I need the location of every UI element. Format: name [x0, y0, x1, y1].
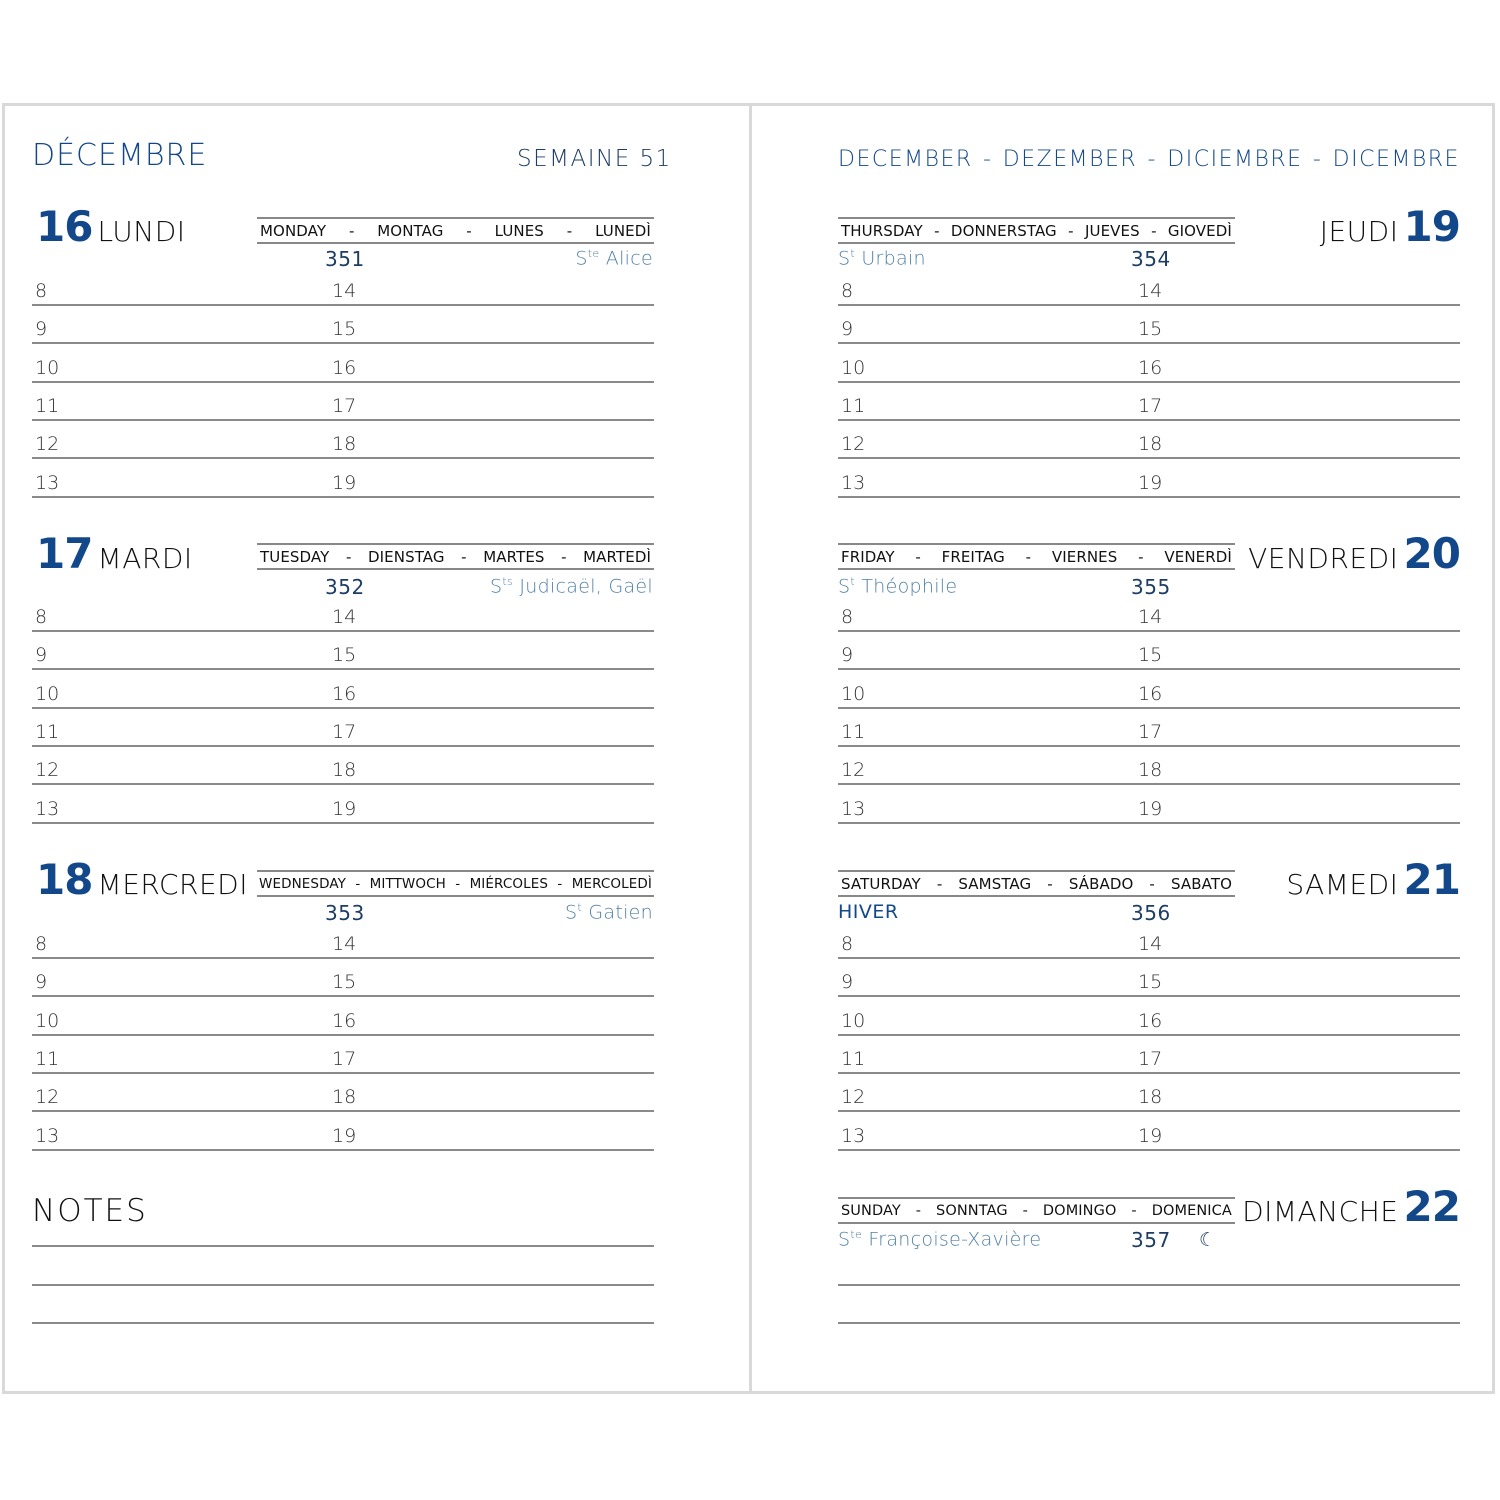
lang-es: LUNES [494, 221, 544, 240]
day-languages-bar [257, 543, 654, 570]
lang-en: SATURDAY [841, 874, 921, 893]
day-number: 18 [36, 855, 93, 904]
separator: - [1047, 874, 1053, 893]
hour-label: 12 [35, 1086, 60, 1108]
day-languages-bar [257, 870, 654, 897]
lang-de: FREITAG [941, 547, 1005, 566]
hour-label: 13 [35, 798, 60, 820]
month-en: DECEMBER [838, 147, 973, 172]
lang-en: FRIDAY [841, 547, 895, 566]
hour-label: 15 [1138, 971, 1163, 993]
hour-label: 11 [841, 721, 866, 743]
hour-label: 9 [841, 644, 854, 666]
lang-de: DIENSTAG [368, 547, 445, 566]
day-name: MERCREDI [97, 868, 248, 901]
hour-label: 18 [1138, 759, 1163, 781]
lang-it: GIOVEDÌ [1167, 221, 1232, 240]
lang-de: DONNERSTAG [950, 221, 1057, 240]
lang-es: JUEVES [1084, 221, 1140, 240]
hour-line[interactable] [838, 957, 1460, 959]
notes-title: NOTES [32, 1193, 148, 1229]
separator: - [915, 547, 921, 566]
day-languages-bar [257, 217, 654, 244]
saint-of-day: $S^{te}$ Françoise-Xavière [838, 1228, 1042, 1251]
month-title-multilang [838, 147, 1460, 172]
separator: - [1151, 221, 1157, 240]
hour-line[interactable] [32, 1110, 654, 1112]
hour-label: 8 [35, 606, 48, 628]
hour-label: 14 [332, 280, 357, 302]
hour-label: 17 [1138, 721, 1163, 743]
hour-label: 17 [332, 1048, 357, 1070]
hour-line[interactable] [32, 1072, 654, 1074]
hour-label: 16 [1138, 1010, 1163, 1032]
hour-label: 10 [841, 1010, 866, 1032]
hour-label: 15 [332, 318, 357, 340]
day-heading [1286, 855, 1460, 904]
hour-line[interactable] [838, 304, 1460, 306]
day-of-year: 356 [1131, 901, 1171, 925]
lang-en: TUESDAY [260, 547, 330, 566]
hour-label: 19 [332, 1125, 357, 1147]
hour-label: 10 [841, 357, 866, 379]
saint-of-day: $S^t$ Gatien [565, 901, 653, 924]
hour-line[interactable] [32, 1034, 654, 1036]
hour-line[interactable] [32, 995, 654, 997]
hour-label: 15 [1138, 644, 1163, 666]
sunday-line[interactable] [838, 1322, 1460, 1324]
hour-label: 14 [332, 933, 357, 955]
hour-label: 18 [1138, 1086, 1163, 1108]
hour-label: 13 [841, 1125, 866, 1147]
lang-es: MARTES [483, 547, 545, 566]
hour-label: 19 [332, 798, 357, 820]
day-number: 19 [1403, 202, 1460, 251]
separator: - [1147, 147, 1157, 172]
hour-label: 9 [841, 318, 854, 340]
hour-label: 15 [332, 971, 357, 993]
hour-label: 14 [1138, 280, 1163, 302]
hour-label: 8 [35, 933, 48, 955]
separator: - [934, 221, 940, 240]
separator: - [348, 221, 355, 240]
day-of-year: 351 [325, 247, 365, 271]
hour-line[interactable] [838, 1072, 1460, 1074]
day-of-year: 355 [1131, 575, 1171, 599]
hour-label: 9 [35, 971, 48, 993]
day-heading [1320, 202, 1460, 251]
lang-de: SAMSTAG [958, 874, 1032, 893]
separator: - [561, 547, 567, 566]
hour-label: 8 [841, 933, 854, 955]
hour-label: 12 [841, 759, 866, 781]
separator: - [1131, 1202, 1137, 1219]
separator: - [355, 875, 361, 892]
hour-line[interactable] [838, 995, 1460, 997]
day-heading [36, 202, 186, 251]
saint-of-day: $S^{te}$ Alice [575, 247, 653, 270]
hour-label: 14 [1138, 933, 1163, 955]
lang-es: VIERNES [1051, 547, 1118, 566]
day-name: DIMANCHE [1242, 1195, 1399, 1228]
week-number: SEMAINE 51 [517, 146, 672, 172]
saint-of-day: $S^t$ Théophile [838, 575, 958, 598]
hour-label: 11 [841, 1048, 866, 1070]
notes-line[interactable] [32, 1284, 654, 1286]
lang-de: MITTWOCH [369, 875, 446, 892]
hour-label: 13 [841, 472, 866, 494]
separator: - [1138, 547, 1144, 566]
lang-en: WEDNESDAY [259, 875, 346, 892]
day-number: 21 [1403, 855, 1460, 904]
lang-de: MONTAG [377, 221, 444, 240]
lang-en: SUNDAY [841, 1202, 901, 1219]
separator: - [466, 221, 472, 240]
hour-label: 17 [1138, 395, 1163, 417]
separator: - [1312, 147, 1323, 172]
separator: - [566, 221, 573, 240]
hour-label: 13 [841, 798, 866, 820]
hour-label: 12 [841, 1086, 866, 1108]
lang-it: VENERDÌ [1164, 547, 1232, 566]
lang-de: SONNTAG [936, 1202, 1008, 1219]
month-it: DICEMBRE [1332, 147, 1460, 172]
hour-label: 10 [841, 683, 866, 705]
lang-it: LUNEDÌ [595, 221, 651, 240]
hour-label: 10 [35, 683, 60, 705]
hour-label: 8 [35, 280, 48, 302]
day-number: 22 [1403, 1182, 1460, 1231]
hour-line[interactable] [838, 783, 1460, 785]
separator: - [983, 147, 993, 172]
hour-label: 9 [35, 644, 48, 666]
lang-it: DOMENICA [1151, 1202, 1232, 1219]
hour-label: 10 [35, 1010, 60, 1032]
separator: - [1068, 221, 1074, 240]
hour-label: 16 [1138, 683, 1163, 705]
hour-label: 13 [35, 472, 60, 494]
lang-en: THURSDAY [841, 221, 923, 240]
hour-line[interactable] [838, 1034, 1460, 1036]
hour-label: 11 [841, 395, 866, 417]
day-languages-bar [838, 870, 1235, 897]
saint-of-day: $S^{ts}$ Judicaël, Gaël [489, 575, 653, 598]
lang-it: MERCOLEDÌ [571, 875, 652, 892]
separator: - [461, 547, 467, 566]
day-of-year: 354 [1131, 247, 1171, 271]
lang-es: SÁBADO [1068, 874, 1134, 893]
day-of-year: 352 [325, 575, 365, 599]
separator: - [455, 875, 461, 892]
season-label: HIVER [838, 901, 899, 923]
hour-line[interactable] [32, 419, 654, 421]
lang-es: DOMINGO [1042, 1202, 1117, 1219]
hour-label: 8 [841, 606, 854, 628]
hour-label: 19 [1138, 472, 1163, 494]
hour-label: 14 [1138, 606, 1163, 628]
day-name: MARDI [97, 542, 193, 575]
hour-label: 19 [1138, 798, 1163, 820]
day-heading [36, 529, 193, 578]
hour-label: 14 [332, 606, 357, 628]
hour-label: 19 [1138, 1125, 1163, 1147]
day-number: 17 [36, 529, 93, 578]
hour-line[interactable] [838, 1149, 1460, 1151]
day-languages-bar [838, 543, 1235, 570]
hour-line[interactable] [838, 668, 1460, 670]
hour-label: 15 [1138, 318, 1163, 340]
hour-line[interactable] [32, 381, 654, 383]
lang-it: MARTEDÌ [583, 547, 651, 566]
hour-line[interactable] [32, 707, 654, 709]
separator: - [1025, 547, 1032, 566]
hour-line[interactable] [838, 822, 1460, 824]
day-number: 16 [36, 202, 93, 251]
hour-line[interactable] [838, 457, 1460, 459]
notes-line[interactable] [32, 1322, 654, 1324]
hour-line[interactable] [838, 745, 1460, 747]
hour-line[interactable] [32, 304, 654, 306]
hour-line[interactable] [32, 668, 654, 670]
hour-label: 17 [332, 395, 357, 417]
hour-label: 12 [35, 759, 60, 781]
day-of-year: 353 [325, 901, 365, 925]
hour-label: 10 [35, 357, 60, 379]
separator: - [345, 547, 352, 566]
hour-line[interactable] [32, 822, 654, 824]
hour-label: 18 [1138, 433, 1163, 455]
separator: - [1149, 874, 1155, 893]
hour-label: 17 [1138, 1048, 1163, 1070]
hour-label: 11 [35, 721, 60, 743]
hour-label: 16 [332, 683, 357, 705]
day-name: JEUDI [1319, 215, 1399, 248]
day-name: SAMEDI [1286, 868, 1399, 901]
hour-line[interactable] [838, 496, 1460, 498]
hour-line[interactable] [32, 1149, 654, 1151]
hour-label: 9 [35, 318, 48, 340]
saint-of-day: $S^t$ Urbain [838, 247, 926, 270]
day-languages-bar [838, 1197, 1235, 1224]
hour-label: 16 [1138, 357, 1163, 379]
hour-line[interactable] [32, 496, 654, 498]
hour-label: 12 [35, 433, 60, 455]
hour-line[interactable] [32, 630, 654, 632]
day-heading [1248, 529, 1460, 578]
sunday-line[interactable] [838, 1284, 1460, 1286]
hour-label: 11 [35, 395, 60, 417]
hour-label: 19 [332, 472, 357, 494]
hour-label: 9 [841, 971, 854, 993]
day-name: VENDREDI [1248, 542, 1399, 575]
separator: - [936, 874, 943, 893]
lang-it: SABATO [1170, 874, 1232, 893]
month-es: DICIEMBRE [1167, 147, 1303, 172]
hour-label: 18 [332, 1086, 357, 1108]
hour-label: 15 [332, 644, 357, 666]
separator: - [1022, 1202, 1028, 1219]
hour-label: 18 [332, 759, 357, 781]
day-heading [36, 855, 248, 904]
hour-label: 16 [332, 1010, 357, 1032]
hour-label: 13 [35, 1125, 60, 1147]
hour-label: 12 [841, 433, 866, 455]
hour-line[interactable] [32, 342, 654, 344]
hour-line[interactable] [838, 381, 1460, 383]
hour-label: 8 [841, 280, 854, 302]
lang-es: MIÉRCOLES [469, 875, 549, 892]
hour-line[interactable] [838, 707, 1460, 709]
hour-line[interactable] [32, 745, 654, 747]
hour-line[interactable] [838, 419, 1460, 421]
page-divider [749, 106, 752, 1391]
lang-en: MONDAY [260, 221, 327, 240]
hour-line[interactable] [838, 342, 1460, 344]
day-languages-bar [838, 217, 1235, 244]
hour-line[interactable] [32, 457, 654, 459]
moon-phase-icon: ☾ [1199, 1229, 1217, 1251]
hour-label: 18 [332, 433, 357, 455]
hour-line[interactable] [32, 783, 654, 785]
hour-label: 11 [35, 1048, 60, 1070]
day-of-year: 357 [1131, 1228, 1171, 1252]
hour-line[interactable] [32, 957, 654, 959]
separator: - [915, 1202, 922, 1219]
separator: - [557, 875, 563, 892]
day-number: 20 [1403, 529, 1460, 578]
notes-line[interactable] [32, 1245, 654, 1247]
hour-label: 17 [332, 721, 357, 743]
day-heading [1242, 1182, 1460, 1231]
hour-line[interactable] [838, 630, 1460, 632]
month-de: DEZEMBER [1002, 147, 1138, 172]
hour-label: 16 [332, 357, 357, 379]
hour-line[interactable] [838, 1110, 1460, 1112]
month-title: DÉCEMBRE [32, 138, 208, 173]
day-name: LUNDI [97, 215, 186, 248]
